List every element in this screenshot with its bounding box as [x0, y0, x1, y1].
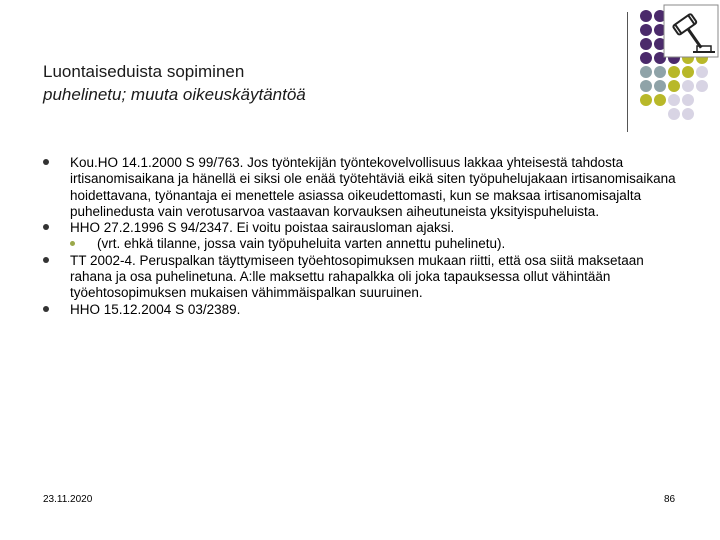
dot	[668, 108, 680, 120]
bullet-marker	[43, 159, 49, 165]
bullet-marker	[43, 257, 49, 263]
bullet-item	[43, 302, 683, 318]
dot	[696, 66, 708, 78]
decorative-divider	[627, 12, 628, 132]
dot	[668, 80, 680, 92]
dot	[654, 66, 666, 78]
dot	[640, 52, 652, 64]
slide-title	[43, 60, 306, 106]
bullet-marker	[43, 306, 49, 312]
sub-bullet-item	[43, 236, 683, 252]
case-reference: HHO 27.2.1996 S 94/2347	[70, 220, 230, 236]
dot	[682, 108, 694, 120]
bullet-marker	[43, 224, 49, 230]
dot	[682, 66, 694, 78]
case-reference: TT 2002-4	[70, 252, 133, 268]
footer-date: 23.11.2020	[43, 494, 93, 505]
dot	[668, 66, 680, 78]
dot	[696, 80, 708, 92]
title-line-1: Luontaiseduista sopiminen	[43, 62, 245, 81]
dot	[640, 66, 652, 78]
bullet-item	[43, 155, 683, 220]
sub-bullet-text: (vrt. ehkä tilanne, jossa vain työpuheluita varten annettu puhelinetu).	[97, 236, 506, 252]
dot	[668, 94, 680, 106]
case-summary: . Peruspalkan täyttymiseen työehtosopimuksen mukaan riitti, että osa siitä maksetaan rahana ja osa puhelinetuna. A:lle maksettu rahapalkka oli joka tapauksessa ollut vähintään työehtosopimuksen mukaisen vähimmäispalkan suuruinen.	[70, 252, 644, 301]
bullet-item	[43, 253, 683, 302]
dot	[640, 10, 652, 22]
dot	[654, 80, 666, 92]
dot	[654, 94, 666, 106]
sub-bullet-marker	[70, 241, 75, 246]
dot	[640, 38, 652, 50]
dot	[682, 80, 694, 92]
bullet-item	[43, 220, 683, 236]
page-number: 86	[664, 494, 676, 505]
case-reference: Kou.HO 14.1.2000 S 99/763	[70, 155, 240, 170]
dot	[640, 80, 652, 92]
gavel-icon	[663, 4, 719, 58]
dot	[682, 94, 694, 106]
title-line-2: puhelinetu; muuta oikeuskäytäntöä	[43, 85, 306, 104]
case-summary: . Jos työntekijän työntekovelvollisuus lakkaa yhteisestä tahdosta irtisanomisaikana ja hänellä ei siksi ole enää työtehtäviä eikä siten työpuhelujakaan irtisanomisaikana hoidettavana, työnantaja ei menettele asiassa oikeudettomasti, kun se maksaa irtisanomisajalta puhelinedusta vain verotusarvoa vastaavan korvauksen aiheutuneista yksityispuheluista.	[70, 155, 676, 219]
case-reference: HHO 15.12.2004 S 03/2389.	[70, 301, 241, 317]
bullet-list	[43, 155, 683, 318]
case-summary: . Ei voitu poistaa sairausloman ajaksi.	[229, 220, 455, 236]
dot	[640, 24, 652, 36]
dot	[640, 94, 652, 106]
